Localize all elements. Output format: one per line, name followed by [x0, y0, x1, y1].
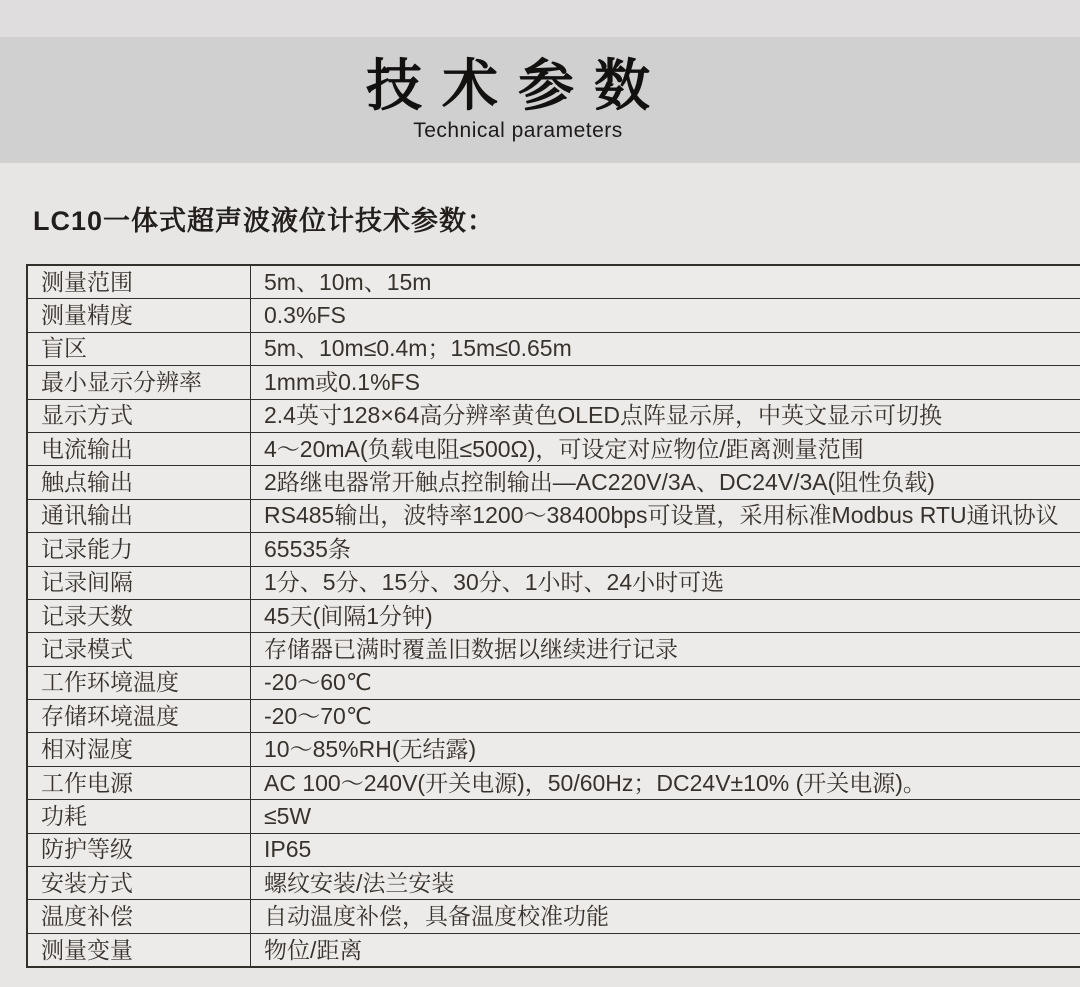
param-value: 存储器已满时覆盖旧数据以继续进行记录	[251, 633, 1080, 666]
page-title: 技术参数	[366, 54, 670, 118]
table-row	[27, 466, 1080, 499]
param-value: -20～70℃	[251, 700, 1080, 733]
param-label: 最小显示分辨率	[27, 366, 251, 399]
spec-table	[26, 264, 1080, 968]
param-value: 65535条	[251, 533, 1080, 566]
table-row	[27, 399, 1080, 432]
table-row	[27, 700, 1080, 733]
table-row	[27, 499, 1080, 532]
content-area	[0, 199, 1080, 968]
table-row	[27, 299, 1080, 332]
param-label: 工作电源	[27, 766, 251, 799]
param-value: IP65	[251, 833, 1080, 866]
table-row	[27, 733, 1080, 766]
param-label: 防护等级	[27, 833, 251, 866]
param-label: 电流输出	[27, 432, 251, 465]
param-value: 10～85%RH(无结露)	[251, 733, 1080, 766]
table-row	[27, 766, 1080, 799]
table-row	[27, 900, 1080, 933]
param-value: 自动温度补偿，具备温度校准功能	[251, 900, 1080, 933]
param-label: 测量范围	[27, 265, 251, 299]
param-label: 温度补偿	[27, 900, 251, 933]
param-value: 1mm或0.1%FS	[251, 366, 1080, 399]
table-row	[27, 265, 1080, 299]
param-value: 螺纹安装/法兰安装	[251, 867, 1080, 900]
param-label: 测量精度	[27, 299, 251, 332]
param-value: -20～60℃	[251, 666, 1080, 699]
table-row	[27, 933, 1080, 967]
table-row	[27, 332, 1080, 365]
param-label: 显示方式	[27, 399, 251, 432]
param-label: 相对湿度	[27, 733, 251, 766]
param-label: 通讯输出	[27, 499, 251, 532]
param-value: 5m、10m、15m	[251, 265, 1080, 299]
table-row	[27, 599, 1080, 632]
table-row	[27, 867, 1080, 900]
param-value: RS485输出，波特率1200～38400bps可设置，采用标准Modbus RTU通讯协议	[251, 499, 1080, 532]
param-value: ≤5W	[251, 800, 1080, 833]
spec-table-body	[27, 265, 1080, 967]
param-label: 记录能力	[27, 533, 251, 566]
param-label: 记录间隔	[27, 566, 251, 599]
param-value: 5m、10m≤0.4m；15m≤0.65m	[251, 332, 1080, 365]
param-label: 触点输出	[27, 466, 251, 499]
table-row	[27, 432, 1080, 465]
table-row	[27, 366, 1080, 399]
param-label: 盲区	[27, 332, 251, 365]
param-label: 记录模式	[27, 633, 251, 666]
table-row	[27, 666, 1080, 699]
param-value: AC 100～240V(开关电源)，50/60Hz；DC24V±10% (开关电源)。	[251, 766, 1080, 799]
param-value: 4～20mA(负载电阻≤500Ω)，可设定对应物位/距离测量范围	[251, 432, 1080, 465]
page-subtitle: Technical parameters	[413, 118, 623, 142]
param-label: 安装方式	[27, 867, 251, 900]
param-value: 物位/距离	[251, 933, 1080, 967]
param-value: 2.4英寸128×64高分辨率黄色OLED点阵显示屏，中英文显示可切换	[251, 399, 1080, 432]
table-row	[27, 533, 1080, 566]
top-strip	[0, 0, 1080, 37]
table-row	[27, 633, 1080, 666]
param-value: 2路继电器常开触点控制输出—AC220V/3A、DC24V/3A(阻性负载)	[251, 466, 1080, 499]
section-heading: LC10一体式超声波液位计技术参数：	[33, 206, 496, 236]
table-row	[27, 566, 1080, 599]
param-label: 记录天数	[27, 599, 251, 632]
table-row	[27, 833, 1080, 866]
header-band	[0, 37, 1080, 163]
param-value: 0.3%FS	[251, 299, 1080, 332]
param-label: 工作环境温度	[27, 666, 251, 699]
param-value: 45天(间隔1分钟)	[251, 599, 1080, 632]
param-label: 测量变量	[27, 933, 251, 967]
table-row	[27, 800, 1080, 833]
param-label: 功耗	[27, 800, 251, 833]
param-label: 存储环境温度	[27, 700, 251, 733]
param-value: 1分、5分、15分、30分、1小时、24小时可选	[251, 566, 1080, 599]
